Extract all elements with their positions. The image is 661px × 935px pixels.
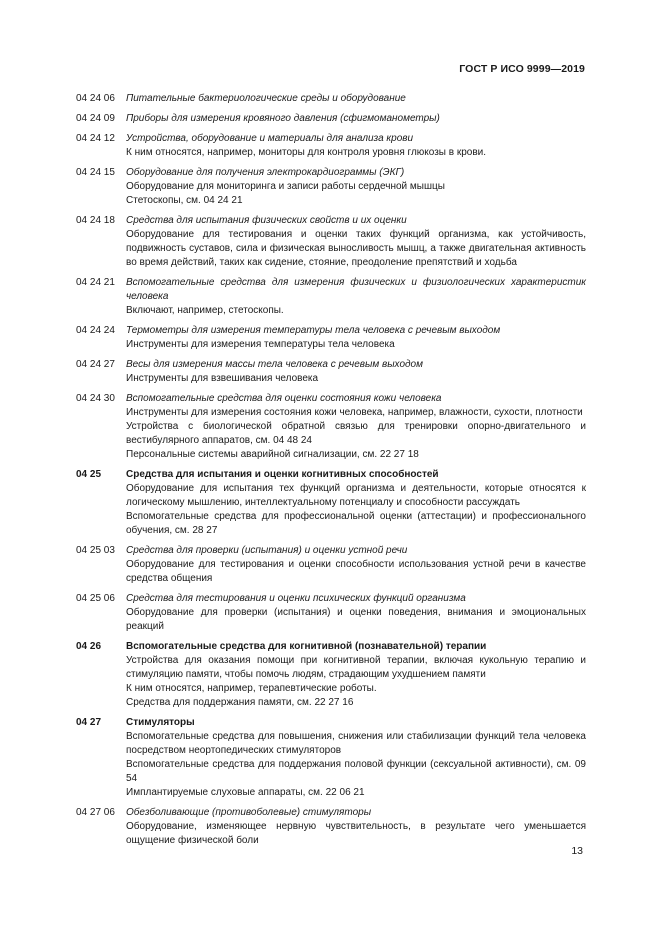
entry-cross-reference: Персональные системы аварийной сигнализации, см. 22 27 18 — [126, 449, 419, 460]
entry-title: Средства для тестирования и оценки психических функций организма — [126, 593, 466, 604]
entry-04-24-09 — [76, 112, 586, 126]
entry-04-27 — [76, 716, 586, 800]
entry-code: 04 25 06 — [76, 593, 115, 604]
entry-description: Оборудование, изменяющее нервную чувствительность, в результате чего уменьшается ощущение физической боли — [126, 821, 586, 846]
entry-title: Вспомогательные средства для оценки состояния кожи человека — [126, 393, 442, 404]
entry-description: Оборудование для тестирования и оценки таких функций организма, как устойчивость, подвижность суставов, сила и физическая выносливость мышц, а также двигательная активность во время действий, таких как сидение, стояние, преодоление препятствий и ходьба — [126, 229, 586, 268]
entry-code: 04 24 30 — [76, 393, 115, 404]
entry-code: 04 27 06 — [76, 807, 115, 818]
entry-description: Оборудование для мониторинга и записи работы сердечной мышцы — [126, 181, 445, 192]
entry-description: Оборудование для проверки (испытания) и оценки поведения, внимания и эмоциональных реакций — [126, 607, 586, 632]
entry-description: Инструменты для измерения температуры тела человека — [126, 339, 395, 350]
entry-description: Инструменты для измерения состояния кожи человека, например, влажности, сухости, плотности — [126, 407, 583, 418]
entry-code: 04 27 — [76, 717, 102, 728]
entry-04-24-15 — [76, 166, 586, 208]
classification-list — [76, 92, 586, 854]
entry-04-24-12 — [76, 132, 586, 160]
entry-title: Весы для измерения массы тела человека с речевым выходом — [126, 359, 423, 370]
entry-title: Стимуляторы — [126, 717, 195, 728]
entry-04-25-03 — [76, 544, 586, 586]
entry-title: Приборы для измерения кровяного давления (сфигмоманометры) — [126, 113, 440, 124]
entry-code: 04 26 — [76, 641, 102, 652]
entry-title: Оборудование для получения электрокардиограммы (ЭКГ) — [126, 167, 405, 178]
entry-code: 04 24 12 — [76, 133, 115, 144]
entry-cross-reference: Имплантируемые слуховые аппараты, см. 22 06 21 — [126, 787, 365, 798]
entry-04-24-18 — [76, 214, 586, 270]
entry-code: 04 24 15 — [76, 167, 115, 178]
entry-code: 04 24 24 — [76, 325, 115, 336]
entry-04-26 — [76, 640, 586, 710]
entry-title: Вспомогательные средства для измерения физических и физиологических характеристик человека — [126, 277, 586, 302]
entry-description: Оборудование для тестирования и оценки способности использования устной речи в качестве средства общения — [126, 559, 586, 584]
entry-cross-reference: Вспомогательные средства для поддержания половой функции (сексуальной активности), см. 09 54 — [126, 759, 586, 784]
entry-title: Питательные бактериологические среды и оборудование — [126, 93, 406, 104]
entry-title: Средства для испытания физических свойств и их оценки — [126, 215, 407, 226]
entry-code: 04 24 06 — [76, 93, 115, 104]
entry-title: Вспомогательные средства для когнитивной (познавательной) терапии — [126, 641, 487, 652]
entry-description: Включают, например, стетоскопы. — [126, 305, 284, 316]
entry-04-24-27 — [76, 358, 586, 386]
entry-cross-reference: Стетоскопы, см. 04 24 21 — [126, 195, 243, 206]
entry-04-24-24 — [76, 324, 586, 352]
entry-code: 04 24 09 — [76, 113, 115, 124]
entry-description: Оборудование для испытания тех функций организма и деятельности, которые относятся к логическому мышлению, интеллектуальному потенциалу и способности рассуждать — [126, 483, 586, 508]
entry-description: К ним относятся, например, мониторы для контроля уровня глюкозы в крови. — [126, 147, 487, 158]
page-number: 13 — [571, 845, 583, 857]
entry-description: Вспомогательные средства для повышения, снижения или стабилизации функций тела человека посредством неортопедических стимуляторов — [126, 731, 586, 756]
entry-04-24-06 — [76, 92, 586, 106]
entry-description: Инструменты для взвешивания человека — [126, 373, 319, 384]
entry-code: 04 25 03 — [76, 545, 115, 556]
entry-title: Средства для проверки (испытания) и оценки устной речи — [126, 545, 408, 556]
entry-04-27-06 — [76, 806, 586, 848]
entry-cross-reference: Средства для поддержания памяти, см. 22 27 16 — [126, 697, 354, 708]
entry-title: Средства для испытания и оценки когнитивных способностей — [126, 469, 439, 480]
entry-cross-reference: Устройства с биологической обратной связью для тренировки опорно-двигательного и вестибулярного аппаратов, см. 04 48 24 — [126, 421, 586, 446]
entry-code: 04 24 27 — [76, 359, 115, 370]
entry-04-24-30 — [76, 392, 586, 462]
entry-description: К ним относятся, например, терапевтические роботы. — [126, 683, 377, 694]
entry-title: Устройства, оборудование и материалы для анализа крови — [126, 133, 414, 144]
entry-description: Устройства для оказания помощи при когнитивной терапии, включая кукольную терапию и стимуляцию памяти, чтобы помочь людям, страдающим ухудшением памяти — [126, 655, 586, 680]
entry-04-24-21 — [76, 276, 586, 318]
entry-cross-reference: Вспомогательные средства для профессиональной оценки (аттестации) и профессионального обучения, см. 28 27 — [126, 511, 586, 536]
standard-header: ГОСТ Р ИСО 9999—2019 — [459, 63, 585, 75]
entry-code: 04 24 18 — [76, 215, 115, 226]
entry-title: Обезболивающие (противоболевые) стимуляторы — [126, 807, 372, 818]
entry-04-25 — [76, 468, 586, 538]
entry-code: 04 25 — [76, 469, 102, 480]
entry-code: 04 24 21 — [76, 277, 115, 288]
entry-title: Термометры для измерения температуры тела человека с речевым выходом — [126, 325, 501, 336]
entry-04-25-06 — [76, 592, 586, 634]
